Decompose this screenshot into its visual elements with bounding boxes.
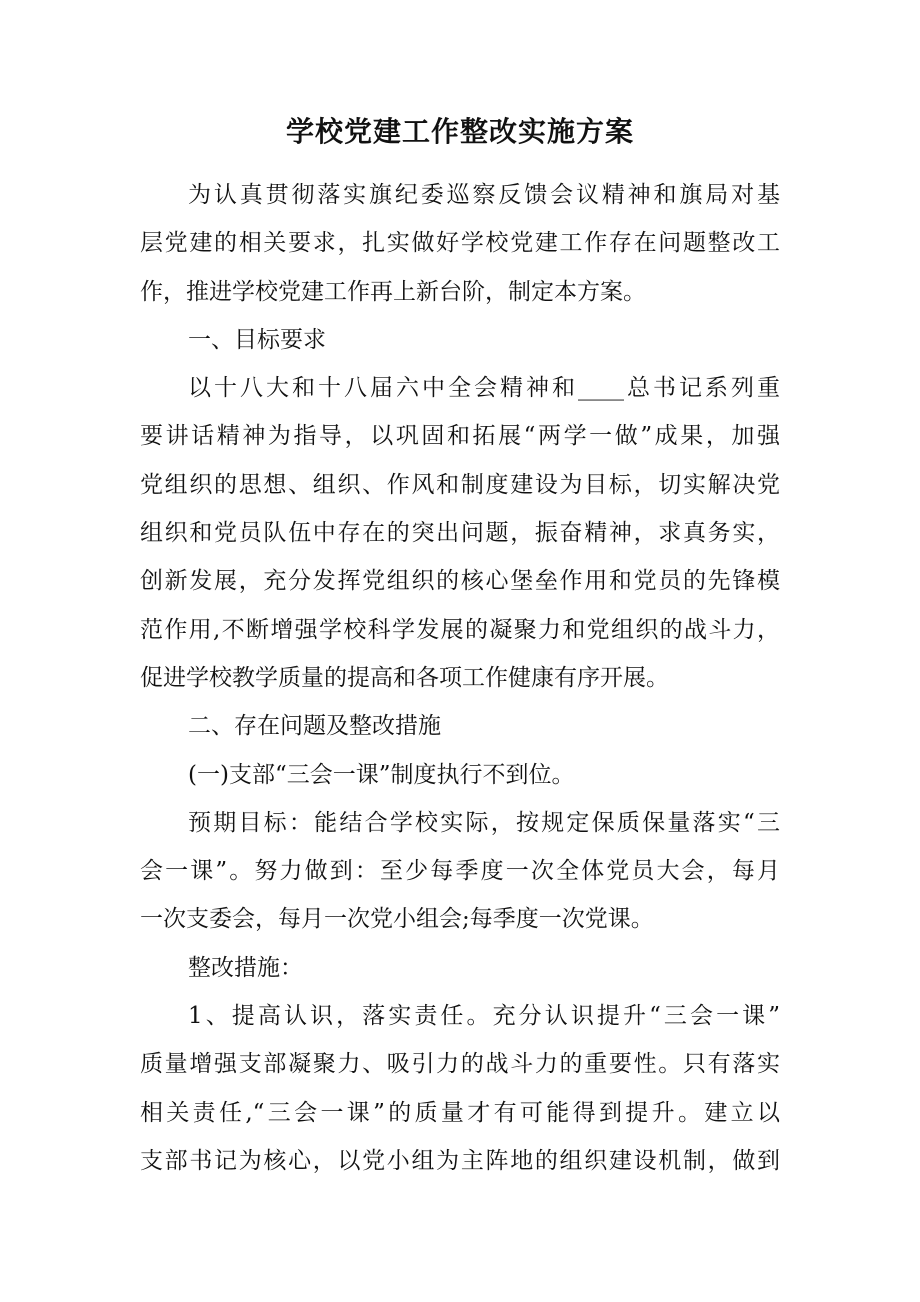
paragraph-line: 促进学校教学质量的提高和各项工作健康有序开展。 <box>140 664 669 691</box>
paragraph-line: 整改措施： <box>188 954 303 981</box>
paragraph-line: 1、提高认识，落实责任。充分认识提升“三会一课” <box>188 1003 780 1030</box>
paragraph-line: 一、目标要求 <box>188 326 326 353</box>
paragraph-line: 要讲话精神为指导，以巩固和拓展“两学一做”成果，加强 <box>140 423 780 450</box>
paragraph-line: 以十八大和十八届六中全会精神和____总书记系列重 <box>188 375 780 402</box>
paragraph-line: 组织和党员队伍中存在的突出问题，振奋精神，求真务实， <box>140 520 780 547</box>
paragraph-line: 范作用,不断增强学校科学发展的凝聚力和党组织的战斗力， <box>140 616 780 643</box>
document-body <box>140 171 780 1185</box>
paragraph-line: 党组织的思想、组织、作风和制度建设为目标，切实解决党 <box>140 471 780 498</box>
paragraph-line: 一次支委会，每月一次党小组会;每季度一次党课。 <box>140 906 654 933</box>
paragraph-line: (一)支部“三会一课”制度执行不到位。 <box>188 761 575 788</box>
paragraph-line: 作，推进学校党建工作再上新台阶，制定本方案。 <box>140 278 646 305</box>
document-title: 学校党建工作整改实施方案 <box>285 115 634 148</box>
paragraph-line: 会一课”。努力做到：至少每季度一次全体党员大会，每月 <box>140 858 780 885</box>
paragraph-line: 二、存在问题及整改措施 <box>188 713 441 740</box>
paragraph-line: 为认真贯彻落实旗纪委巡察反馈会议精神和旗局对基 <box>188 182 780 208</box>
paragraph-line: 支部书记为核心，以党小组为主阵地的组织建设机制，做到 <box>140 1147 780 1174</box>
paragraph-line: 创新发展，充分发挥党组织的核心堡垒作用和党员的先锋模 <box>140 568 780 595</box>
paragraph-line: 相关责任,“三会一课”的质量才有可能得到提升。建立以 <box>140 1099 780 1126</box>
paragraph-line: 层党建的相关要求，扎实做好学校党建工作存在问题整改工 <box>140 230 780 257</box>
paragraph-line: 预期目标：能结合学校实际，按规定保质保量落实“三 <box>188 809 780 836</box>
paragraph-line: 质量增强支部凝聚力、吸引力的战斗力的重要性。只有落实 <box>140 1051 780 1078</box>
